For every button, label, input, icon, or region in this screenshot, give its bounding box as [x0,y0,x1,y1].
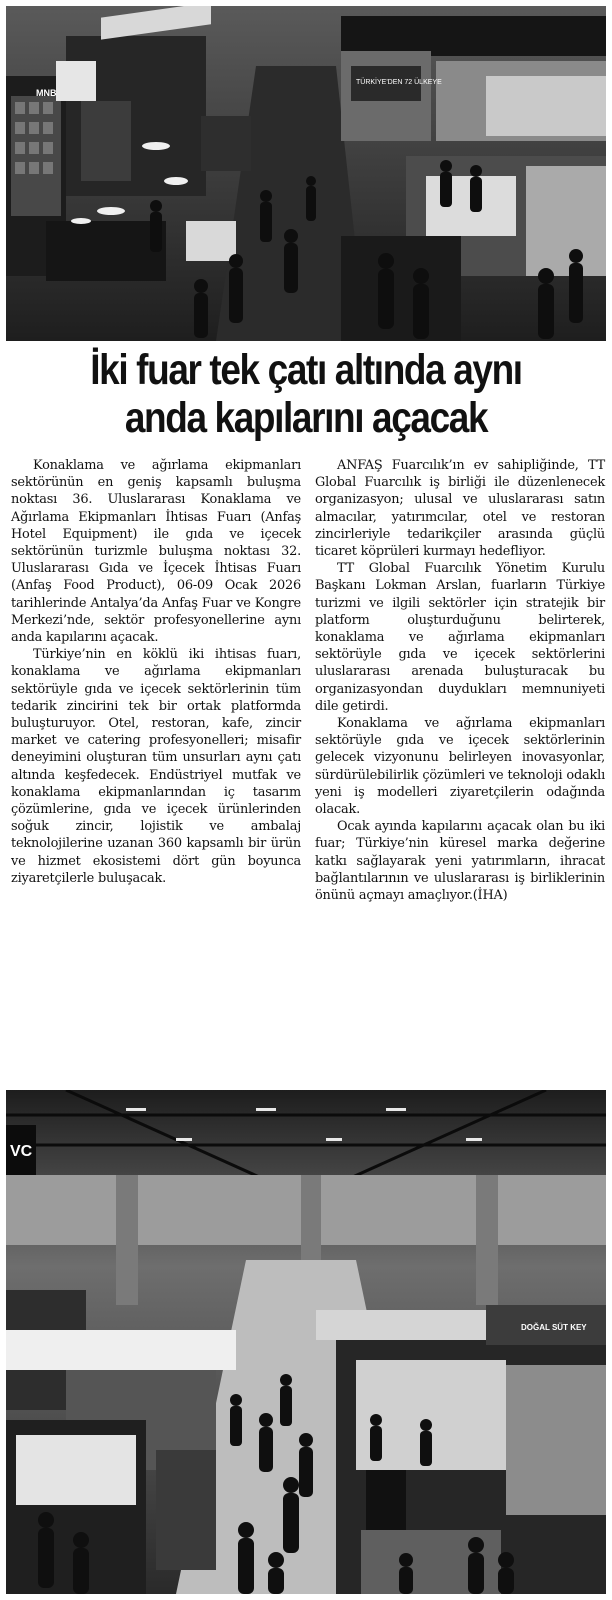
article-paragraph: ANFAŞ Fuarcılık’ın ev sahipliğinde, TT Global Fuarcılık iş birliği ile düzenlenecek organizasyon; ulusal ve uluslararası satın almacılar, yatırımcılar, otel ve restoran zincirleriyle tedarikçiler arasında güçlü ticaret köprüleri kurmayı hedefliyor. [315,458,605,560]
article-column-left [11,457,301,887]
booth-sign-vc: VC [10,1143,33,1160]
article-headline: İki fuar tek çatı altında aynı anda kapılarını açacak [90,346,522,442]
booth-sign-mnb: MNB [36,88,57,98]
article-paragraph: Konaklama ve ağırlama ekipmanları sektörünün en geniş kapsamlı buluşma noktası 36. Uluslararası Konaklama ve Ağırlama Ekipmanları İhtisas Fuarı (Anfaş Hotel Equipment) ile gıda ve içecek sektörünün turizmle buluşma noktası 32. Uluslararası Gıda ve İçecek İhtisas Fuarı (Anfaş Food Product), 06-09 Ocak 2026 tarihlerinde Antalya’da Anfaş Fuar ve Kongre Merkezi’nde, sektör profesyonellerine aynı anda kapılarını açacak. [11,458,301,646]
article-column-right [315,457,605,904]
article-paragraph: TT Global Fuarcılık Yönetim Kurulu Başkanı Lokman Arslan, fuarların Türkiye turizmi ve ilgili sektörler için stratejik bir platform oluşturduğunu belirterek, konaklama ve ağırlama ekipmanları sektörüyle gıda ve içecek sektörlerini uluslararası arenada buluşturacak bu organizasyondan duydukları memnuniyeti dile getirdi. [315,561,605,714]
exhibition-hall-photo-bottom [6,1090,606,1594]
booth-sign-export: TÜRKİYE'DEN 72 ÜLKEYE [356,79,442,86]
article-paragraph: Ocak ayında kapılarını açacak olan bu iki fuar; Türkiye’nin küresel marka değerine katkı sağlayarak yeni yatırımların, ihracat bağlantılarının ve uluslararası iş birliklerinin önünü açmayı amaçlıyor.(İHA) [315,819,605,904]
exhibition-hall-photo-top [6,6,606,341]
article-paragraph: Konaklama ve ağırlama ekipmanları sektörüyle gıda ve içecek sektörlerinin gelecek vizyonunu belirleyen inovasyonlar, sürdürülebilirlik çözümleri ve teknoloji odaklı yeni iş modelleri ziyaretçilerin odağında olacak. [315,716,605,818]
booth-sign-dogal-sut: DOĞAL SÜT KEY [521,1323,587,1332]
article-paragraph: Türkiye’nin en köklü iki ihtisas fuarı, konaklama ve ağırlama ekipmanları sektörüyle gıda ve içecek sektörlerinin tüm tedarik zincirini tek bir ortak platformda buluşturuyor. Otel, restoran, kafe, zincir market ve catering profesyonelleri; misafir deneyimini oluşturan tüm unsurları aynı çatı altında keşfedecek. Endüstriyel mutfak ve konaklama ekipmanlarından iç tasarım çözümlerine, gıda ve içecek ürünlerinden soğuk zincir, lojistik ve ambalaj teknolojilerine uzanan 360 kapsamlı bir ürün ve hizmet ekosistemi dört gün boyunca ziyaretçilerle buluşacak. [11,647,301,886]
